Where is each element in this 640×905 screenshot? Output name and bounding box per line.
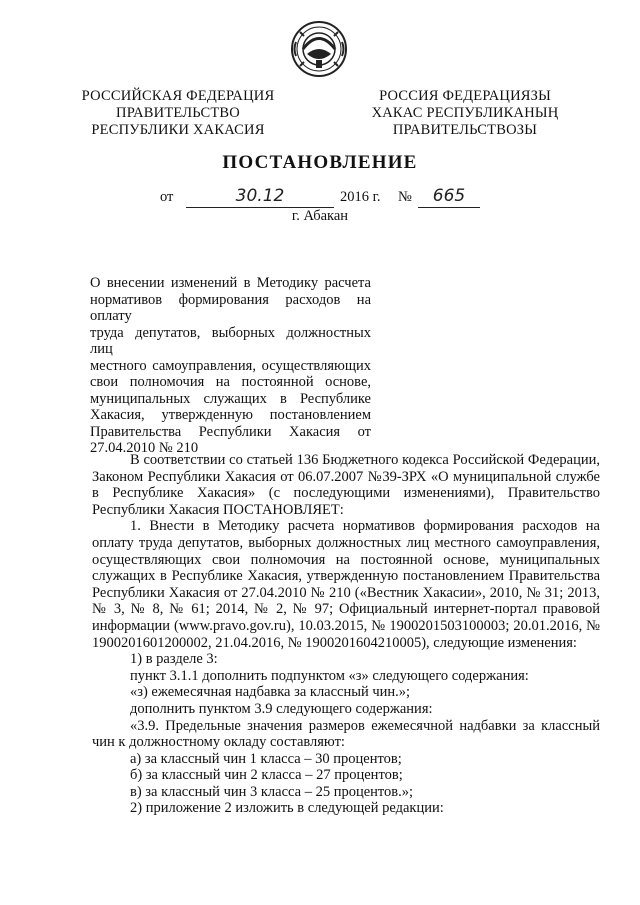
header-left-line-1: РОССИЙСКАЯ ФЕДЕРАЦИЯ — [81, 88, 275, 104]
subject-line: Правительства Республики Хакасия от — [90, 423, 371, 440]
city-line: г. Абакан — [291, 208, 349, 224]
list-item-b: б) за классный чин 2 класса – 27 процентов; — [130, 767, 403, 784]
document-body — [92, 452, 600, 817]
list-item-a: а) за классный чин 1 класса – 30 процентов; — [130, 750, 402, 767]
header-left-line-3: РЕСПУБЛИКИ ХАКАСИЯ — [91, 122, 265, 138]
date-number-line — [160, 186, 500, 208]
date-handwritten: 30.12 — [235, 186, 285, 206]
preamble-paragraph: В соответствии со статьей 136 Бюджетного кодекса Российской Федерации, Законом Республики Хакасия от 06.07.2007 №39-ЗРХ «О муниципальной службе в Республике Хакасия» (с последующими изменениями), Правительство Республики Хакасия ПОСТАНОВЛЯЕТ: — [92, 452, 600, 518]
coat-of-arms-emblem — [290, 20, 348, 78]
subject-line: труда депутатов, выборных должностных лиц — [90, 324, 371, 357]
subitem-1: 1) в разделе 3: — [130, 651, 218, 668]
subitem-1a: пункт 3.1.1 дополнить подпунктом «з» следующего содержания: — [130, 667, 529, 684]
subject-line: О внесении изменений в Методику расчета — [90, 275, 371, 291]
subject-line: местного самоуправления, осуществляющих — [90, 357, 371, 374]
header-left-block — [72, 88, 284, 139]
subject-line: Хакасия, утвержденную постановлением — [90, 407, 371, 423]
item-1-paragraph: 1. Внести в Методику расчета нормативов формирования расходов на оплату труда депутатов, выборных должностных лиц местного самоуправления, осуществляющих свои полномочия на постоянной основе, муниципальных служащих в Республике Хакасия, утвержденную постановлением Правительства Республики Хакасия от 27.04.2010 № 210 («Вестник Хакасии», 2010, № 31; 2013, № 3, № 8, № 61; 2014, № 2, № 97; Официальный интернет-портал правовой информации (www.pravo.gov.ru), 10.03.2015, № 1900201503100003; 20.01.2016, № 1900201601200002, 21.04.2016, № 1900201604210005), следующие изменения: — [92, 518, 600, 651]
subject-line: 27.04.2010 № 210 — [90, 440, 199, 456]
number-sign: № — [398, 189, 412, 205]
subitem-2: 2) приложение 2 изложить в следующей редакции: — [130, 800, 444, 817]
header-right-block — [352, 88, 578, 139]
header-right-line-1: РОССИЯ ФЕДЕРАЦИЯЗЫ — [379, 88, 551, 104]
document-title: ПОСТАНОВЛЕНИЕ — [222, 152, 418, 173]
header-right-line-3: ПРАВИТЕЛЬСТВОЗЫ — [392, 122, 538, 138]
paragraph-3-9: «3.9. Предельные значения размеров ежемесячной надбавки за классный чин к должностному окладу составляют: — [92, 717, 600, 751]
date-prefix: от — [160, 189, 174, 205]
subject-line: свои полномочия на постоянной основе, — [90, 374, 371, 390]
number-handwritten: 665 — [432, 186, 466, 206]
header-right-line-2: ХАКАС РЕСПУБЛИКАНЫҢ — [371, 105, 559, 121]
list-item-v: в) за классный чин 3 класса – 25 процентов.»; — [130, 783, 414, 800]
subitem-1c: дополнить пунктом 3.9 следующего содержания: — [130, 700, 433, 717]
header-left-line-2: ПРАВИТЕЛЬСТВО — [116, 105, 240, 121]
year-text: 2016 г. — [340, 189, 381, 205]
subject-line: муниципальных служащих в Республике — [90, 390, 371, 407]
subitem-1b: «з) ежемесячная надбавка за классный чин.»; — [130, 684, 411, 701]
subject-block — [90, 275, 371, 457]
subject-line: нормативов формирования расходов на оплату — [90, 291, 371, 324]
